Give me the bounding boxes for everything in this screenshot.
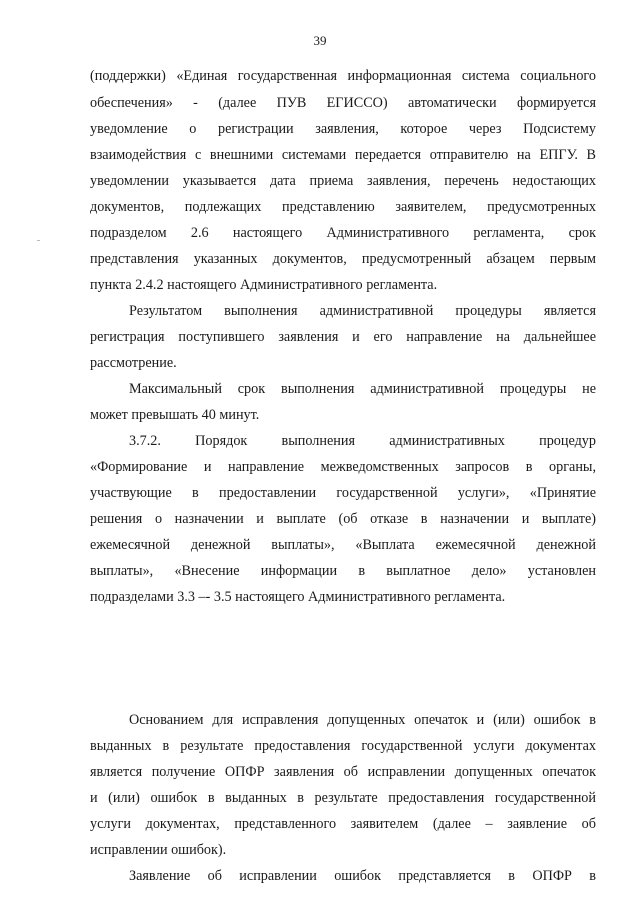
text-line: подразделами 3.3 –- 3.5 настоящего Административного регламента.	[90, 589, 506, 605]
text-line: регистрация поступившего заявления и его направление на дальнейшее	[90, 329, 596, 345]
text-line: ежемесячной денежной выплаты», «Выплата ежемесячной денежной	[90, 537, 596, 553]
text-line: уведомление о регистрации заявления, которое через Подсистему	[90, 121, 596, 137]
text-line: рассмотрение.	[90, 355, 177, 371]
text-line: решения о назначении и выплате (об отказе в назначении и выплате)	[90, 511, 596, 527]
margin-mark	[37, 240, 40, 241]
text-line: может превышать 40 минут.	[90, 407, 260, 423]
page-number: 39	[313, 33, 327, 48]
text-line: Заявление об исправлении ошибок представляется в ОПФР в	[129, 868, 596, 884]
text-line: обеспечения» - (далее ПУВ ЕГИССО) автоматически формируется	[90, 95, 596, 111]
text-line: Основанием для исправления допущенных опечаток и (или) ошибок в	[129, 712, 596, 728]
text-line: пункта 2.4.2 настоящего Административного регламента.	[90, 277, 438, 293]
text-line: представления указанных документов, предусмотренный абзацем первым	[90, 251, 596, 267]
text-line: «Формирование и направление межведомственных запросов в органы,	[90, 459, 596, 475]
text-line: Максимальный срок выполнения административной процедуры не	[129, 381, 596, 397]
text-line: и (или) ошибок в выданных в результате предоставления государственной	[90, 790, 596, 806]
text-line: подразделом 2.6 настоящего Административного регламента, срок	[90, 225, 596, 241]
text-line: (поддержки) «Единая государственная информационная система социального	[90, 68, 596, 84]
text-line: услуги документах, представленного заявителем (далее – заявление об	[90, 816, 596, 832]
text-line: уведомлении указывается дата приема заявления, перечень недостающих	[90, 173, 596, 189]
text-line: выплаты», «Внесение информации в выплатное дело» установлен	[90, 563, 596, 579]
text-line: документов, подлежащих представлению заявителем, предусмотренных	[90, 199, 596, 215]
text-line: участвующие в предоставлении государственной услуги», «Принятие	[90, 485, 596, 501]
text-line: 3.7.2. Порядок выполнения административных процедур	[129, 433, 596, 449]
text-line: выданных в результате предоставления государственной услуги документах	[90, 738, 596, 754]
text-line: взаимодействия с внешними системами передается отправителю на ЕПГУ. В	[90, 147, 596, 163]
text-line: Результатом выполнения административной процедуры является	[129, 303, 596, 319]
text-line: исправлении ошибок).	[90, 842, 227, 858]
text-line: является получение ОПФР заявления об исправлении допущенных опечаток	[90, 764, 596, 780]
